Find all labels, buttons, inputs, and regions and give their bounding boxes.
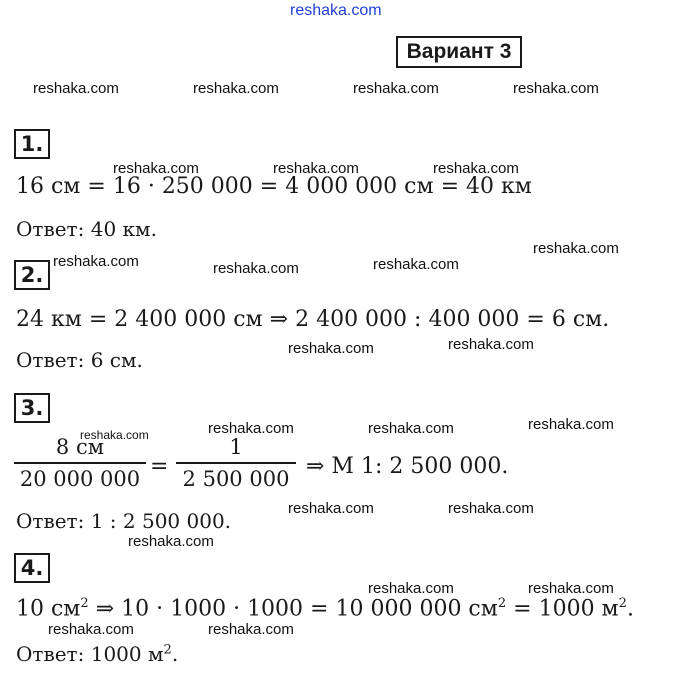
watermark: reshaka.com — [448, 336, 534, 353]
watermark: reshaka.com — [373, 256, 459, 273]
problem-number: 1. — [14, 129, 50, 159]
watermark: reshaka.com — [80, 428, 149, 442]
watermark: reshaka.com — [113, 160, 199, 177]
watermark: reshaka.com — [48, 621, 134, 638]
watermark: reshaka.com — [193, 80, 279, 97]
watermark: reshaka.com — [208, 420, 294, 437]
problem-number: 3. — [14, 393, 50, 423]
solution-line: 24 км = 2 400 000 см ⇒ 2 400 000 : 400 000 = 6 см. — [16, 307, 610, 332]
watermark: reshaka.com — [273, 160, 359, 177]
line-segment: ⇒ 10 · 1000 · 1000 = 10 000 000 см — [88, 596, 498, 622]
fraction-numerator: 1 — [229, 435, 243, 459]
fraction — [176, 435, 296, 491]
answer-line — [16, 642, 178, 666]
watermark: reshaka.com — [433, 160, 519, 177]
fraction-denominator: 2 500 000 — [182, 467, 290, 491]
watermark: reshaka.com — [528, 416, 614, 433]
watermark: reshaka.com — [288, 340, 374, 357]
watermark: reshaka.com — [448, 500, 534, 517]
fraction — [14, 435, 146, 491]
fraction-bar — [14, 462, 146, 464]
watermark-top: reshaka.com — [290, 2, 382, 19]
equals-sign: = — [150, 454, 169, 479]
superscript: 2 — [80, 596, 89, 611]
superscript: 2 — [163, 642, 172, 658]
watermark: reshaka.com — [353, 80, 439, 97]
solution-line — [16, 596, 634, 621]
superscript: 2 — [618, 596, 627, 611]
problem-number: 4. — [14, 553, 50, 583]
fraction-bar — [176, 462, 296, 464]
problem-number: 2. — [14, 260, 50, 290]
watermark: reshaka.com — [528, 580, 614, 597]
watermark: reshaka.com — [368, 580, 454, 597]
watermark: reshaka.com — [288, 500, 374, 517]
line-segment: = 1000 м — [506, 596, 619, 622]
line-segment: 10 см — [16, 596, 81, 622]
answer-segment: Ответ: 1000 м — [16, 642, 164, 666]
line-segment: . — [626, 596, 634, 622]
superscript: 2 — [497, 596, 507, 611]
answer-segment: . — [171, 642, 179, 666]
watermark: reshaka.com — [513, 80, 599, 97]
answer-line: Ответ: 40 км. — [16, 217, 157, 241]
variant-title: Вариант 3 — [396, 36, 522, 68]
watermark: reshaka.com — [533, 240, 619, 257]
answer-line: Ответ: 1 : 2 500 000. — [16, 509, 232, 533]
watermark: reshaka.com — [33, 80, 119, 97]
fraction-denominator: 20 000 000 — [19, 467, 141, 491]
watermark: reshaka.com — [368, 420, 454, 437]
watermark: reshaka.com — [213, 260, 299, 277]
watermark: reshaka.com — [208, 621, 294, 638]
scale-result: ⇒ M 1: 2 500 000. — [306, 454, 509, 479]
watermark: reshaka.com — [53, 253, 139, 270]
fraction-numerator: 8 см — [55, 435, 105, 459]
solution-line: 16 см = 16 · 250 000 = 4 000 000 см = 40 км — [16, 174, 532, 199]
answer-line: Ответ: 6 см. — [16, 348, 143, 372]
watermark: reshaka.com — [128, 533, 214, 550]
